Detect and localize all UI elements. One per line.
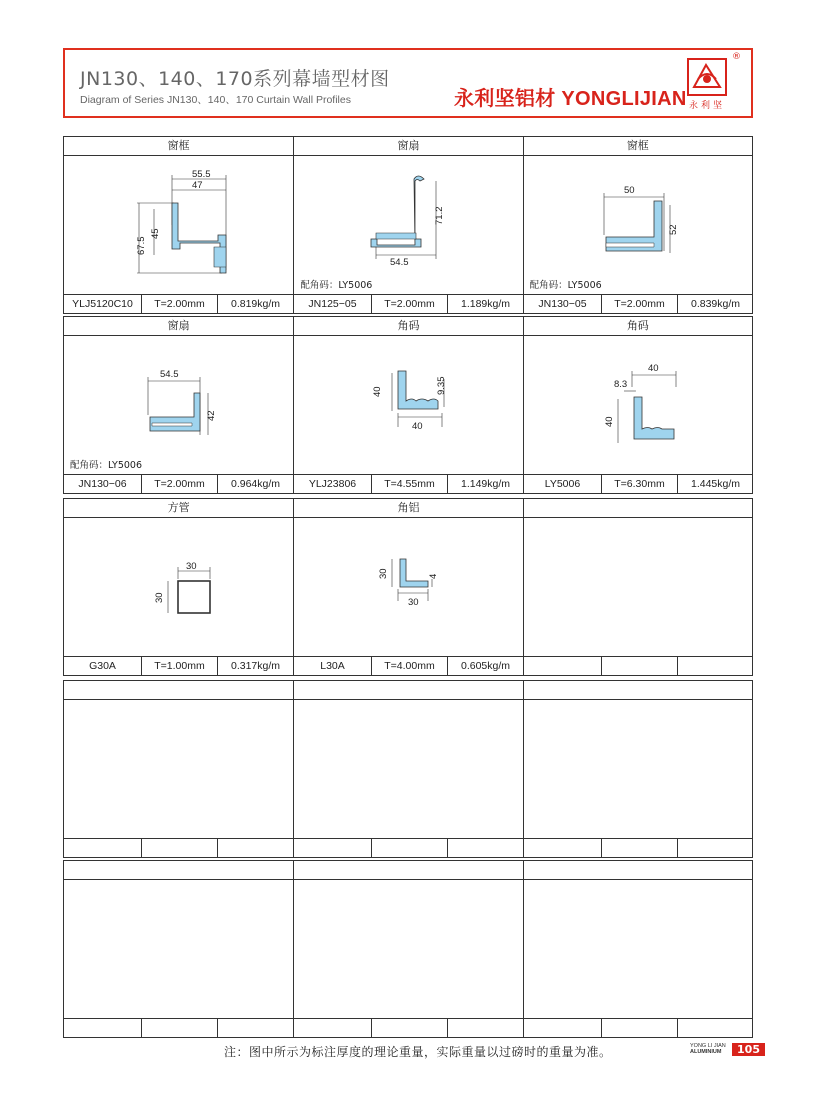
- dim-label: 40: [647, 363, 659, 374]
- profile-section-3: [63, 498, 753, 676]
- dim-label: 4: [428, 573, 440, 579]
- spec-row: [293, 475, 523, 493]
- footer-note: 注：图中所示为标注厚度的理论重量，实际重量以过磅时的重量为准。: [224, 1045, 612, 1059]
- header-frame-bottom: [63, 116, 753, 118]
- profile-section-5: [63, 860, 753, 1038]
- profile-thickness: T=2.00mm: [141, 295, 217, 313]
- drawing-cell: [293, 879, 522, 1019]
- dim-label: 52: [667, 224, 679, 235]
- dim-label: 9.35: [436, 376, 448, 395]
- spec-row: [64, 1019, 293, 1037]
- dim-label: 40: [603, 416, 615, 427]
- drawing-cell: [64, 155, 293, 295]
- drawing-cell: [293, 699, 522, 839]
- drawing-cell: [293, 335, 522, 475]
- dim-label: 55.5: [192, 169, 211, 180]
- spec-row: [523, 839, 753, 857]
- cell-title: 角码: [523, 317, 752, 335]
- cell-title: 角码: [293, 317, 522, 335]
- profile-weight: 0.964kg/m: [217, 475, 293, 493]
- dim-label: 40: [372, 386, 384, 397]
- profile-weight: 1.445kg/m: [677, 475, 753, 493]
- header-frame-top: [63, 48, 753, 50]
- profile-weight: 0.839kg/m: [677, 295, 753, 313]
- profile-drawing-ylj5120c10: [64, 155, 294, 295]
- spec-row: [64, 657, 293, 675]
- profile-section-4: [63, 680, 753, 858]
- spec-row: [523, 657, 753, 675]
- footer-brand-small: YONG LI JIAN: [690, 1043, 726, 1049]
- cell-title: 窗扇: [167, 319, 190, 332]
- profile-code: JN125−05: [308, 298, 357, 310]
- profile-thickness: T=6.30mm: [601, 475, 677, 493]
- cell-title: [293, 681, 522, 699]
- dim-label: 67.5: [136, 236, 147, 255]
- header-frame-left: [63, 48, 65, 118]
- spec-row: [293, 657, 523, 675]
- profile-section-1: [63, 136, 753, 314]
- profile-code: YLJ5120C10: [72, 298, 133, 310]
- dim-label: 30: [408, 597, 419, 608]
- cell-title: [523, 861, 752, 879]
- drawing-cell: [293, 155, 522, 295]
- spec-row: [293, 839, 523, 857]
- profile-code: G30A: [89, 660, 116, 672]
- cell-title: [523, 681, 752, 699]
- drawing-cell: [523, 155, 752, 295]
- profile-code: L30A: [320, 660, 345, 672]
- drawing-cell: [64, 335, 293, 475]
- profile-drawing-jn130-05: [524, 155, 754, 295]
- cell-title: 窗框: [523, 137, 752, 155]
- matching-corner-note: 配角码：LY5006: [300, 280, 373, 291]
- page-number-badge: [690, 1043, 760, 1056]
- registered-mark: ®: [732, 52, 741, 62]
- profile-thickness: T=4.00mm: [371, 657, 447, 675]
- profile-drawing-ylj23806: [294, 335, 524, 475]
- profile-thickness: T=2.00mm: [601, 295, 677, 313]
- profile-code: LY5006: [544, 478, 581, 490]
- page-subtitle: Diagram of Series JN130、140、170 Curtain Wall Profiles: [80, 94, 351, 106]
- cell-title: [64, 681, 293, 699]
- brand-name: 永利坚铝材 YONGLIJIAN: [454, 88, 687, 110]
- spec-row: [64, 839, 293, 857]
- profile-code: [524, 657, 601, 675]
- profile-weight: 0.605kg/m: [447, 657, 523, 675]
- dim-label: 50: [623, 185, 635, 196]
- drawing-cell: [523, 879, 752, 1019]
- drawing-cell: [64, 699, 293, 839]
- dim-label: 8.3: [613, 379, 627, 390]
- drawing-cell: [293, 517, 522, 657]
- dim-label: 54.5: [160, 369, 179, 380]
- drawing-cell: [523, 699, 752, 839]
- profile-thickness: T=4.55mm: [371, 475, 447, 493]
- dim-label: 30: [154, 592, 165, 603]
- spec-row: [64, 475, 293, 493]
- profile-weight: 0.317kg/m: [217, 657, 293, 675]
- cell-title: 角铝: [293, 499, 522, 517]
- matching-corner-note: 配角码：LY5006: [70, 460, 143, 471]
- page-number: 105: [732, 1043, 765, 1056]
- cell-title: 方管: [167, 501, 190, 514]
- profile-code: YLJ23806: [308, 478, 357, 490]
- dim-label: 71.2: [434, 206, 446, 225]
- profile-drawing-l30a: [294, 517, 524, 657]
- profile-thickness: T=1.00mm: [141, 657, 217, 675]
- profile-thickness: T=2.00mm: [141, 475, 217, 493]
- profile-code: JN130−06: [78, 478, 127, 490]
- cell-title: 窗框: [167, 139, 190, 152]
- profile-weight: 1.149kg/m: [447, 475, 523, 493]
- matching-corner-note: 配角码：LY5006: [529, 280, 602, 291]
- dim-label: 42: [206, 410, 217, 421]
- drawing-cell: [523, 517, 752, 657]
- dim-label: 30: [186, 561, 197, 572]
- profile-section-2: [63, 316, 753, 494]
- header-frame-right: [751, 48, 753, 118]
- cell-title: [523, 499, 752, 517]
- profile-weight: 0.819kg/m: [217, 295, 293, 313]
- profile-weight: 1.189kg/m: [447, 295, 523, 313]
- drawing-cell: [64, 879, 293, 1019]
- profile-thickness: [601, 657, 677, 675]
- profile-drawing-jn130-06: [64, 335, 294, 475]
- dim-label: 30: [378, 568, 390, 579]
- spec-row: [523, 475, 753, 493]
- cell-title: [64, 861, 293, 879]
- dim-label: 54.5: [390, 257, 409, 268]
- page-title: JN130、140、170系列幕墙型材图: [80, 68, 390, 90]
- cell-title: 窗扇: [293, 137, 522, 155]
- footer-aluminium: ALUMINIUM: [690, 1049, 722, 1055]
- cell-title: [293, 861, 522, 879]
- brand-logo: [686, 57, 728, 110]
- spec-row: [523, 295, 753, 313]
- spec-row: [523, 1019, 753, 1037]
- profile-drawing-jn125-05: [294, 155, 524, 295]
- profile-drawing-g30a: [64, 517, 294, 657]
- dim-label: 47: [192, 180, 203, 191]
- logo-text: 永利坚: [689, 101, 726, 111]
- spec-row: [293, 1019, 523, 1037]
- spec-row: [293, 295, 523, 313]
- dim-label: 40: [412, 421, 423, 432]
- drawing-cell: [523, 335, 752, 475]
- profile-code: JN130−05: [538, 298, 587, 310]
- profile-drawing-ly5006: [524, 335, 754, 475]
- drawing-cell: [64, 517, 293, 657]
- spec-row: [64, 295, 293, 313]
- profile-weight: [677, 657, 753, 675]
- dim-label: 45: [150, 228, 161, 239]
- profile-thickness: T=2.00mm: [371, 295, 447, 313]
